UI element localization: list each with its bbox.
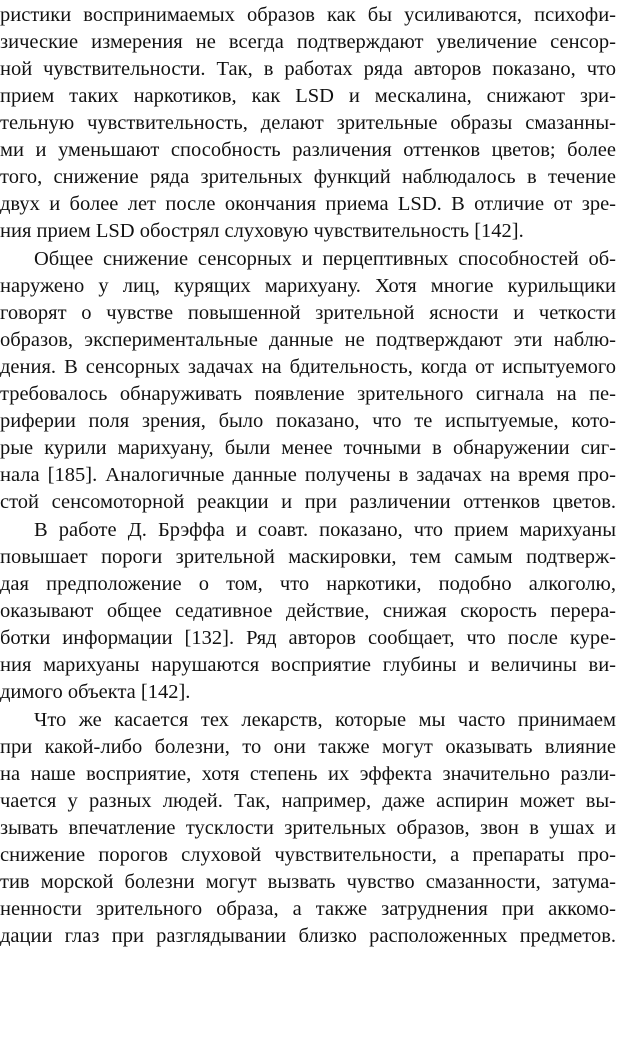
text-line: рые курили марихуану, были менее точными в обнаружении сиг- (0, 437, 616, 459)
text-line: оказывают общее седативное действие, снижая скорость перера- (0, 600, 616, 622)
text-line: димого объекта [142]. (0, 681, 191, 703)
text-line: двух и более лет после окончания приема LSD. В отличие от зре- (0, 193, 616, 215)
text-line: ния прием LSD обострял слуховую чувствительность [142]. (0, 220, 524, 242)
text-line: стой сенсомоторной реакции и при различении оттенков цветов. (0, 491, 616, 513)
text-line: того, снижение ряда зрительных функций наблюдалось в течение (0, 166, 616, 188)
text-line: требовалось обнаруживать появление зрительного сигнала на пе- (0, 383, 616, 405)
text-line: зические измерения не всегда подтверждают увеличение сенсор- (0, 31, 616, 53)
text-line: ненности зрительного образа, а также затруднения при аккомо- (0, 898, 616, 920)
text-line: на наше восприятие, хотя степень их эффекта значительно разли- (0, 763, 616, 785)
text-line: дая предположение о том, что наркотики, подобно алкоголю, (0, 573, 616, 595)
text-line: нала [185]. Аналогичные данные получены в задачах на время про- (0, 464, 616, 486)
text-line: риферии поля зрения, было показано, что те испытуемые, кото- (0, 410, 616, 432)
text-line: ми и уменьшают способность различения оттенков цветов; более (0, 139, 616, 161)
text-line: тив морской болезни могут вызвать чувство смазанности, затума- (0, 871, 616, 893)
text-line: чается у разных людей. Так, например, даже аспирин может вы- (0, 790, 616, 812)
text-line: ристики воспринимаемых образов как бы усиливаются, психофи- (0, 4, 616, 26)
text-line: наружено у лиц, курящих марихуану. Хотя многие курильщики (0, 275, 616, 297)
text-line: повышает пороги зрительной маскировки, тем самым подтверж- (0, 546, 616, 568)
text-line: ной чувствительности. Так, в работах ряда авторов показано, что (0, 58, 616, 80)
text-line: снижение порогов слуховой чувствительности, а препараты про- (0, 844, 616, 866)
text-line: говорят о чувстве повышенной зрительной ясности и четкости (0, 302, 616, 324)
text-line: образов, экспериментальные данные не подтверждают эти наблю- (0, 329, 616, 351)
text-line: при какой-либо болезни, то они также могут оказывать влияние (0, 736, 616, 758)
text-line: Что же касается тех лекарств, которые мы часто принимаем (34, 709, 616, 731)
text-line: ботки информации [132]. Ряд авторов сообщает, что после куре- (0, 627, 616, 649)
text-line: дации глаз при разглядывании близко расположенных предметов. (0, 925, 616, 947)
text-line: тельную чувствительность, делают зрительные образы смазанны- (0, 112, 616, 134)
text-line: Общее снижение сенсорных и перцептивных способностей об- (34, 248, 616, 270)
text-line: В работе Д. Брэффа и соавт. показано, что прием марихуаны (34, 519, 616, 541)
text-line: прием таких наркотиков, как LSD и мескалина, снижают зри- (0, 85, 616, 107)
text-line: дения. В сенсорных задачах на бдительность, когда от испытуемого (0, 356, 616, 378)
text-line: ния марихуаны нарушаются восприятие глубины и величины ви- (0, 654, 616, 676)
text-line: зывать впечатление тусклости зрительных образов, звон в ушах и (0, 817, 616, 839)
